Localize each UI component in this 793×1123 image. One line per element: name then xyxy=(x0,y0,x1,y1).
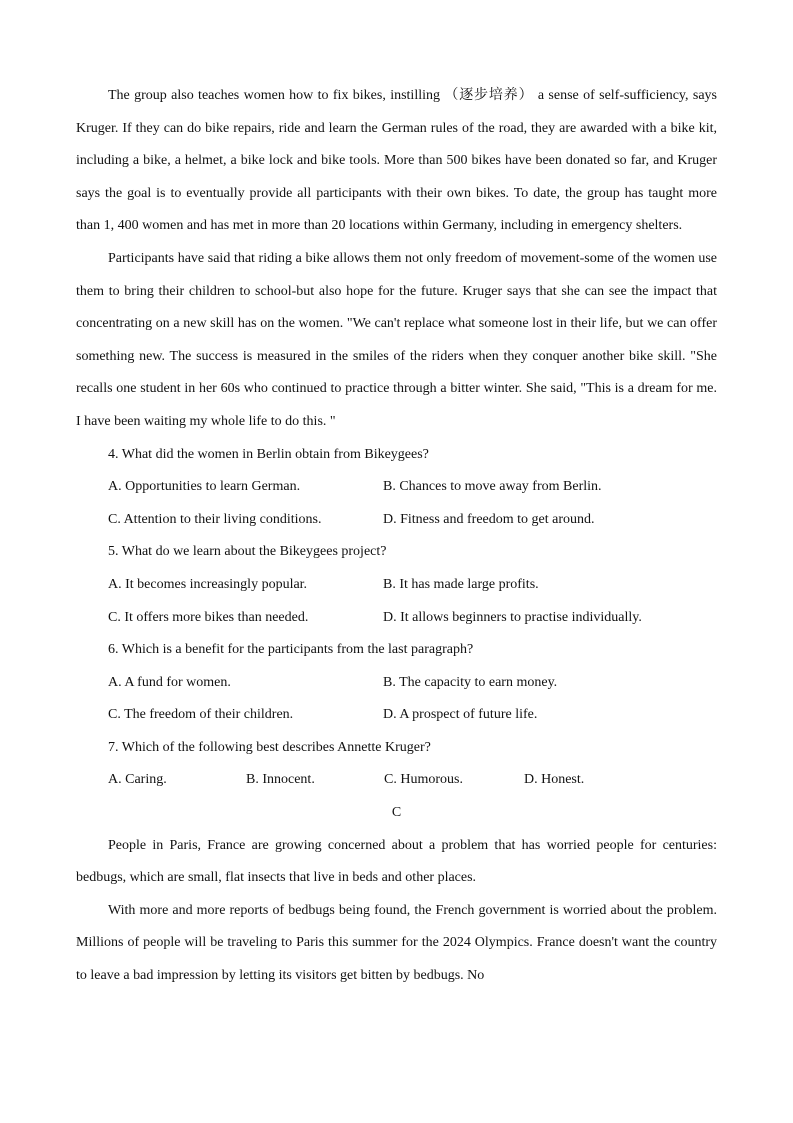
question-6: 6. Which is a benefit for the participants from the last paragraph? xyxy=(108,642,474,658)
question-7-option-a: A. Caring. xyxy=(108,772,167,788)
question-7-options-row xyxy=(76,764,717,797)
question-6-option-b: B. The capacity to earn money. xyxy=(383,674,558,690)
question-5-options-row-1 xyxy=(76,569,717,602)
question-4-option-d: D. Fitness and freedom to get around. xyxy=(383,511,595,527)
question-7-option-c: C. Humorous. xyxy=(384,772,463,788)
question-4-option-b: B. Chances to move away from Berlin. xyxy=(383,479,602,495)
passage-c-paragraph-2: With more and more reports of bedbugs being found, the French government is worried about the problem. Millions of people will be traveling to Paris this summer for the 2024 Olympics. France doesn't want the country to leave a bad impression by letting its visitors get bitten by bedbugs. No xyxy=(76,902,717,984)
passage-c-paragraph-1: People in Paris, France are growing concerned about a problem that has worried people for centuries: bedbugs, which are small, flat insects that live in beds and other places. xyxy=(76,837,717,886)
question-6-option-d: D. A prospect of future life. xyxy=(383,707,538,723)
passage-b-paragraph-2: Participants have said that riding a bike allows them not only freedom of movement-some of the women use them to bring their children to school-but also hope for the future. Kruger says that she can see the impact that concentrating on a new skill has on the women. "We can't replace what someone lost in their life, but we can offer something new. The success is measured in the smiles of the riders when they conquer another bike skill. "She recalls one student in her 60s who continued to practice through a bitter winter. She said, "This is a dream for me. I have been waiting my whole life to do this. " xyxy=(76,250,717,429)
question-7: 7. Which of the following best describes Annette Kruger? xyxy=(108,739,431,755)
question-6-options-row-1 xyxy=(76,667,717,700)
question-4-options-row-1 xyxy=(76,471,717,504)
passage-b-paragraph-1: The group also teaches women how to fix bikes, instilling （逐步培养） a sense of self-sufficiency, says Kruger. If they can do bike repairs, ride and learn the German rules of the road, they are awarded with a bike kit, including a bike, a helmet, a bike lock and bike tools. More than 500 bikes have been donated so far, and Kruger says the goal is to eventually provide all participants with their own bikes. To date, the group has taught more than 1, 400 women and has met in more than 20 locations within Germany, including in emergency shelters. xyxy=(76,88,717,234)
question-4-option-c: C. Attention to their living conditions. xyxy=(108,511,322,527)
question-5-options-row-2 xyxy=(76,602,717,635)
question-5: 5. What do we learn about the Bikeygees project? xyxy=(108,544,387,560)
question-5-option-b: B. It has made large profits. xyxy=(383,576,539,592)
question-5-option-a: A. It becomes increasingly popular. xyxy=(108,576,308,592)
question-5-option-c: C. It offers more bikes than needed. xyxy=(108,609,309,625)
question-6-option-a: A. A fund for women. xyxy=(108,674,231,690)
question-4-option-a: A. Opportunities to learn German. xyxy=(108,479,301,495)
question-7-option-d: D. Honest. xyxy=(524,772,585,788)
question-5-option-d: D. It allows beginners to practise individually. xyxy=(383,609,642,625)
question-4-options-row-2 xyxy=(76,504,717,537)
question-7-option-b: B. Innocent. xyxy=(246,772,315,788)
question-4: 4. What did the women in Berlin obtain from Bikeygees? xyxy=(108,446,429,462)
document-content xyxy=(76,80,717,993)
question-6-option-c: C. The freedom of their children. xyxy=(108,707,294,723)
question-6-options-row-2 xyxy=(76,699,717,732)
section-c-heading: C xyxy=(391,805,402,821)
